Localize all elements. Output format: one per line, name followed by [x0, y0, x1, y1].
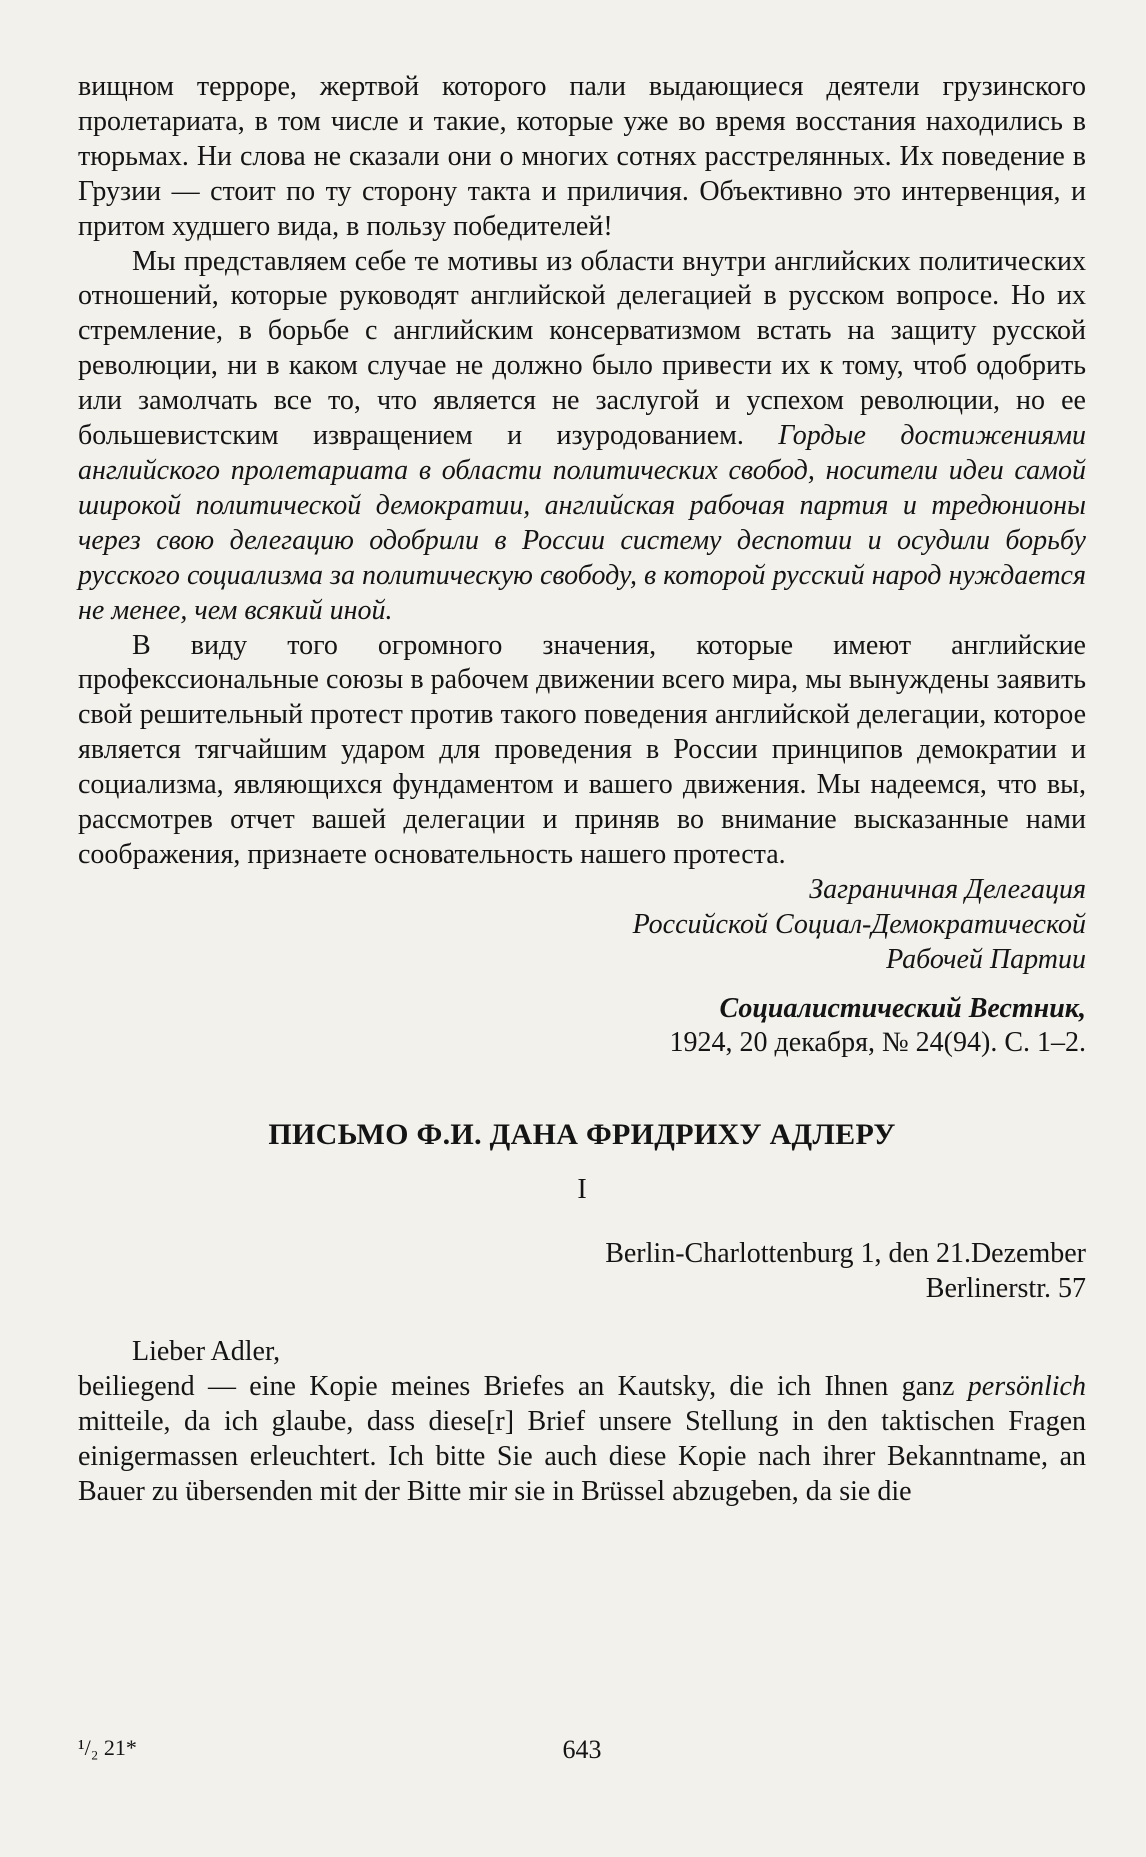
- letter-header: [78, 1237, 1086, 1307]
- letter-salutation: Lieber Adler,: [132, 1336, 281, 1368]
- paragraph-1: вищном терроре, жертвой которого пали выдающиеся деятели грузинского пролетариата, в том числе и такие, которые уже во время восстания находились в тюрьмах. Ни слова не сказали они о многих сотнях расстрелянных. Их поведение в Грузии — стоит по ту сторону такта и приличия. Объективно это интервенция, и притом худшего вида, в пользу победителей!: [78, 71, 1086, 242]
- letter-address: Berlinerstr. 57: [925, 1273, 1086, 1305]
- paragraph-2-regular: Мы представляем себе те мотивы из области внутри английских политических отношений, которые руководят английской делегацией в русском вопросе. Но их стремление, в борьбе с английским консерватизмом встать на защиту русской революции, ни в каком случае не должно было привести их к тому, чтоб одобрить или замолчать все то, что является не заслугой и успехом революции, но ее большевистским извращением и изуродованием.: [78, 245, 1086, 452]
- letter-title: ПИСЬМО Ф.И. ДАНА ФРИДРИХУ АДЛЕРУ: [268, 1118, 896, 1152]
- signature-line-1: Заграничная Делегация: [809, 873, 1086, 905]
- paragraph-2-italic: Гордые достижениями английского пролетариата в области политических свобод, носители идеи самой широкой политической демократии, английская рабочая партия и тредюнионы через свою делегацию одобрили в России систему деспотии и осудили борьбу русского социализма за политическую свободу, в которой русский народ нуждается не менее, чем всякий иной.: [78, 420, 1087, 626]
- letter-place-date: Berlin-Charlottenburg 1, den 21.Dezember: [605, 1238, 1086, 1270]
- source-title: Социалистический Вестник,: [719, 992, 1086, 1024]
- signature-line-2: Российской Социал-Демократической: [632, 908, 1086, 940]
- letter-body-italic: persönlich: [967, 1371, 1086, 1403]
- paragraph-3: В виду того огромного значения, которые имеют английские профекссиональные союзы в рабочем движении всего мира, мы вынуждены заявить свой решительный протест против такого поведения английской делегации, которое является тягчайшим ударом для проведения в России принципов демократии и социализма, являющихся фундаментом и вашего движения. Мы надеемся, что вы, рассмотрев отчет вашей делегации и приняв во внимание высказанные нами соображения, признаете основательность нашего протеста.: [78, 629, 1086, 870]
- section-number: I: [577, 1174, 587, 1206]
- letter-body: [78, 1370, 1086, 1510]
- source-details: 1924, 20 декабря, № 24(94). С. 1–2.: [669, 1027, 1086, 1059]
- page-footer: [78, 1735, 1086, 1775]
- letter-body-part-2: mitteile, da ich glaube, dass diese[r] Brief unsere Stellung in den taktischen Fragen einigermassen erleuchtert. Ich bitte Sie auch diese Kopie nach ihrer Bekanntname, an Bauer zu übersenden mit der Bitte mir sie in Brüssel abzugeben, da sie die: [78, 1406, 1086, 1507]
- signature-block: [78, 873, 1086, 978]
- letter-body-part-1: beiliegend — eine Kopie meines Briefes an Kautsky, die ich Ihnen ganz: [78, 1371, 968, 1403]
- printer-signature-mark: ¹/₂ 21*: [78, 1735, 137, 1760]
- page-number: 643: [562, 1735, 602, 1764]
- source-citation: [78, 992, 1086, 1062]
- page-content: [78, 70, 1086, 1510]
- signature-line-3: Рабочей Партии: [886, 943, 1086, 975]
- paragraph-2: [78, 245, 1086, 629]
